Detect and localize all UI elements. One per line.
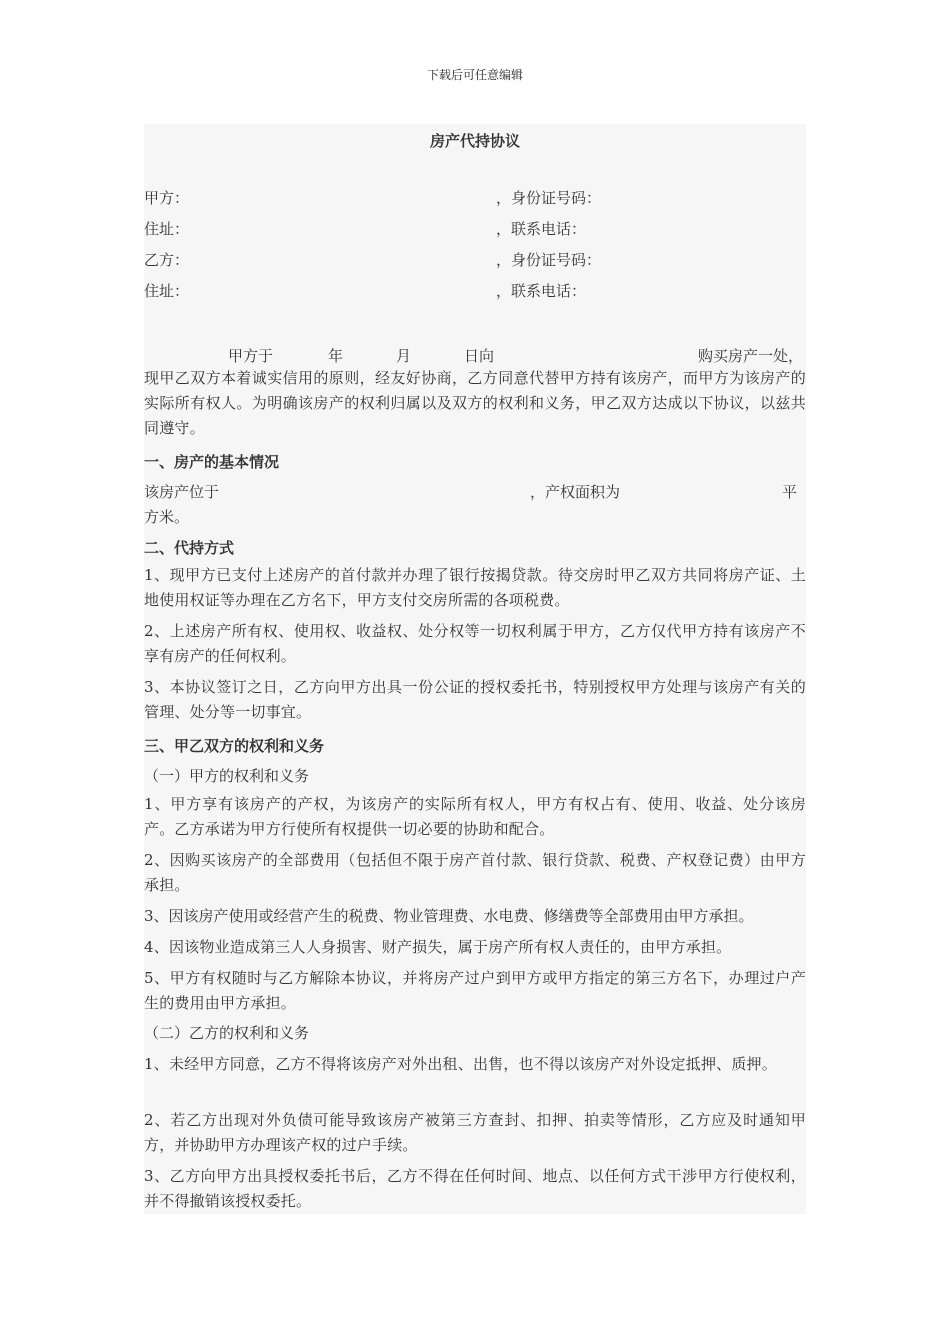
intro-first-line [144, 345, 806, 365]
clause: 1、甲方享有该房产的产权，为该房产的实际所有权人，甲方有权占有、使用、收益、处分该房产。乙方承诺为甲方行使所有权提供一切必要的协助和配合。 [144, 795, 806, 838]
section-heading: 三、甲乙双方的权利和义务 [144, 737, 325, 755]
clause: 5、甲方有权随时与乙方解除本协议，并将房产过户到甲方或甲方指定的第三方名下，办理过户产生的费用由甲方承担。 [144, 969, 806, 1012]
document-body [144, 124, 806, 1214]
clause: 2、若乙方出现对外负债可能导致该房产被第三方查封、扣押、拍卖等情形，乙方应及时通知甲方，并协助甲方办理该产权的过户手续。 [144, 1111, 806, 1154]
location-label: 该房产位于 [144, 483, 220, 501]
party-label: 住址： [144, 282, 190, 300]
area-unit-start: 平 [782, 483, 798, 501]
subsection-heading: （二）乙方的权利和义务 [144, 1024, 310, 1042]
party-label: 住址： [144, 220, 190, 238]
clause: 4、因该物业造成第三人人身损害、财产损失，属于房产所有权人责任的，由甲方承担。 [144, 938, 732, 956]
intro-token: 购买房产一处， [698, 347, 804, 365]
intro-token: 月 [396, 347, 412, 365]
document-title: 房产代持协议 [429, 132, 520, 150]
intro-paragraph: 现甲乙双方本着诚实信用的原则，经友好协商，乙方同意代替甲方持有该房产，而甲方为该房产的实际所有权人。为明确该房产的权利归属以及双方的权利和义务，甲乙双方达成以下协议，以兹共同遵守。 [144, 369, 806, 437]
section-heading: 一、房产的基本情况 [144, 453, 280, 471]
party-right-label: ，身份证号码： [496, 189, 602, 207]
party-right-label: ，身份证号码： [496, 251, 602, 269]
section-heading: 二、代持方式 [144, 539, 235, 557]
area-unit-end: 方米。 [144, 508, 190, 526]
header-note: 下载后可任意编辑 [426, 68, 523, 82]
intro-token: 年 [328, 347, 344, 365]
party-right-label: ，联系电话： [496, 282, 587, 300]
clause: 1、未经甲方同意，乙方不得将该房产对外出租、出售，也不得以该房产对外设定抵押、质押。 [144, 1055, 777, 1073]
clause: 3、因该房产使用或经营产生的税费、物业管理费、水电费、修缮费等全部费用由甲方承担。 [144, 907, 754, 925]
party-label: 乙方： [144, 251, 190, 269]
clause: 2、因购买该房产的全部费用（包括但不限于房产首付款、银行贷款、税费、产权登记费）由甲方承担。 [144, 851, 806, 894]
party-label: 甲方： [144, 189, 190, 207]
area-label: ，产权面积为 [530, 483, 621, 501]
clause: 3、本协议签订之日，乙方向甲方出具一份公证的授权委托书，特别授权甲方处理与该房产有关的管理、处分等一切事宜。 [144, 678, 806, 721]
clause: 1、现甲方已支付上述房产的首付款并办理了银行按揭贷款。待交房时甲乙双方共同将房产证、土地使用权证等办理在乙方名下，甲方支付交房所需的各项税费。 [144, 566, 806, 609]
party-right-label: ，联系电话： [496, 220, 587, 238]
clause: 3、乙方向甲方出具授权委托书后，乙方不得在任何时间、地点、以任何方式干涉甲方行使权利，并不得撤销该授权委托。 [144, 1167, 806, 1210]
clause: 2、上述房产所有权、使用权、收益权、处分权等一切权利属于甲方，乙方仅代甲方持有该房产不享有房产的任何权利。 [144, 622, 806, 665]
subsection-heading: （一）甲方的权利和义务 [144, 767, 310, 785]
intro-token: 甲方于 [228, 347, 274, 365]
intro-token: 日向 [464, 347, 495, 365]
